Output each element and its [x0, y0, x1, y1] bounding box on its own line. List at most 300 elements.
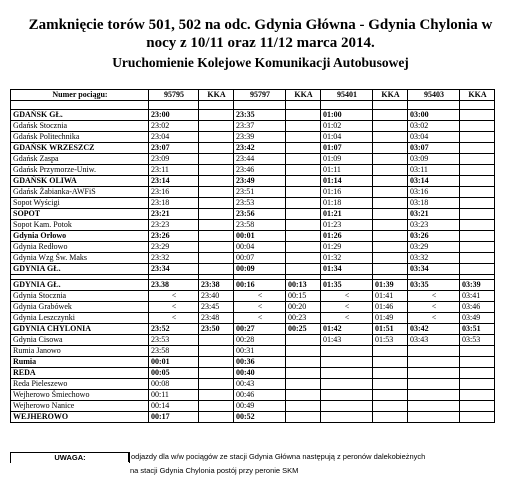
time-cell [199, 110, 234, 121]
time-cell [199, 412, 234, 423]
station-name: WEJHEROWO [11, 412, 149, 423]
time-cell [373, 143, 408, 154]
time-cell: < [149, 291, 199, 302]
time-cell [460, 368, 495, 379]
time-cell [460, 101, 495, 110]
time-cell: 00:46 [234, 390, 286, 401]
time-cell: 23:44 [234, 154, 286, 165]
time-cell: 00:49 [234, 401, 286, 412]
time-cell: 01:34 [321, 264, 373, 275]
time-cell: 01:46 [373, 302, 408, 313]
time-cell: 01:14 [321, 176, 373, 187]
header-train-number: 95401 [321, 90, 373, 101]
station-row [11, 110, 495, 121]
time-cell [321, 401, 373, 412]
time-cell [408, 346, 460, 357]
time-cell [286, 132, 321, 143]
time-cell: 00:13 [286, 280, 321, 291]
station-row [11, 132, 495, 143]
time-cell [286, 242, 321, 253]
time-cell [460, 143, 495, 154]
time-cell: 01:41 [373, 291, 408, 302]
time-cell: 23:34 [149, 264, 199, 275]
time-cell [460, 154, 495, 165]
time-cell: 23:26 [149, 231, 199, 242]
station-row [11, 368, 495, 379]
time-cell: < [149, 313, 199, 324]
time-cell [286, 412, 321, 423]
station-name: GDAŃSK OLIWA [11, 176, 149, 187]
time-cell [199, 231, 234, 242]
station-row [11, 335, 495, 346]
time-cell [321, 390, 373, 401]
time-cell: 00:05 [149, 368, 199, 379]
station-name: Sopot Wyścigi [11, 198, 149, 209]
time-cell [199, 379, 234, 390]
time-cell: 01:02 [321, 121, 373, 132]
time-cell [286, 165, 321, 176]
station-row [11, 302, 495, 313]
time-cell: < [408, 302, 460, 313]
time-cell [460, 110, 495, 121]
time-cell: 03:51 [460, 324, 495, 335]
time-cell: 23:53 [149, 335, 199, 346]
header-kka: KKA [199, 90, 234, 101]
time-cell [199, 264, 234, 275]
time-cell: 00:31 [234, 346, 286, 357]
time-cell [199, 176, 234, 187]
header-kka: KKA [373, 90, 408, 101]
time-cell: 03:07 [408, 143, 460, 154]
timetable [10, 89, 495, 423]
time-cell [460, 401, 495, 412]
time-cell [373, 220, 408, 231]
time-cell: 01:26 [321, 231, 373, 242]
time-cell: 23:50 [199, 324, 234, 335]
time-cell [460, 176, 495, 187]
time-cell: 00:08 [149, 379, 199, 390]
time-cell [373, 390, 408, 401]
time-cell: 23:14 [149, 176, 199, 187]
station-name: GDYNIA GŁ. [11, 280, 149, 291]
station-name: GDAŃSK WRZESZCZ [11, 143, 149, 154]
time-cell: 01:00 [321, 110, 373, 121]
time-cell [199, 242, 234, 253]
time-cell: 03:16 [408, 187, 460, 198]
station-name [11, 101, 149, 110]
time-cell [408, 412, 460, 423]
time-cell: < [149, 302, 199, 313]
time-cell [286, 220, 321, 231]
station-row [11, 346, 495, 357]
station-name: Wejherowo Nanice [11, 401, 149, 412]
station-name: Gdańsk Przymorze-Uniw. [11, 165, 149, 176]
time-cell: 01:21 [321, 209, 373, 220]
time-cell [199, 368, 234, 379]
time-cell: 03:34 [408, 264, 460, 275]
station-row [11, 187, 495, 198]
time-cell [286, 176, 321, 187]
station-row [11, 390, 495, 401]
station-row [11, 379, 495, 390]
time-cell: 23:38 [199, 280, 234, 291]
station-name: Gdynia Redłowo [11, 242, 149, 253]
time-cell: 23:37 [234, 121, 286, 132]
time-cell [286, 264, 321, 275]
station-row [11, 242, 495, 253]
time-cell: 00:04 [234, 242, 286, 253]
time-cell: 23:39 [234, 132, 286, 143]
station-name: Rumia Janowo [11, 346, 149, 357]
time-cell [286, 253, 321, 264]
time-cell: 00:52 [234, 412, 286, 423]
time-cell [408, 368, 460, 379]
time-cell: < [321, 302, 373, 313]
time-cell [373, 357, 408, 368]
time-cell: 00:36 [234, 357, 286, 368]
time-cell: 00:43 [234, 379, 286, 390]
time-cell [286, 121, 321, 132]
time-cell [199, 346, 234, 357]
station-name: Sopot Kam. Potok [11, 220, 149, 231]
time-cell: 00:20 [286, 302, 321, 313]
time-cell: 00:40 [234, 368, 286, 379]
time-cell: 23:29 [149, 242, 199, 253]
time-cell: 03:14 [408, 176, 460, 187]
time-cell: 01:51 [373, 324, 408, 335]
station-row [11, 176, 495, 187]
time-cell [373, 253, 408, 264]
station-name: GDYNIA GŁ. [11, 264, 149, 275]
time-cell: 01:07 [321, 143, 373, 154]
header-kka: KKA [460, 90, 495, 101]
time-cell [373, 401, 408, 412]
time-cell: < [321, 313, 373, 324]
time-cell [373, 187, 408, 198]
time-cell: 00:16 [234, 280, 286, 291]
time-cell [321, 368, 373, 379]
station-name: GDYNIA CHYLONIA [11, 324, 149, 335]
time-cell: 23:48 [199, 313, 234, 324]
station-name: Gdańsk Stocznia [11, 121, 149, 132]
station-row [11, 198, 495, 209]
header-train-number: 95797 [234, 90, 286, 101]
time-cell: 01:09 [321, 154, 373, 165]
station-name: Reda Pieleszewo [11, 379, 149, 390]
time-cell [149, 101, 199, 110]
time-cell: 03:32 [408, 253, 460, 264]
header-train-number-label: Numer pociągu: [11, 90, 149, 101]
time-cell [199, 209, 234, 220]
station-row [11, 220, 495, 231]
time-cell: 23:21 [149, 209, 199, 220]
time-cell: 23:23 [149, 220, 199, 231]
time-cell: < [321, 291, 373, 302]
time-cell [286, 368, 321, 379]
station-name: Wejherowo Śmiechowo [11, 390, 149, 401]
time-cell [460, 121, 495, 132]
time-cell: 23:58 [149, 346, 199, 357]
time-cell: 01:29 [321, 242, 373, 253]
time-cell: < [408, 291, 460, 302]
time-cell: 03:46 [460, 302, 495, 313]
time-cell: 23:32 [149, 253, 199, 264]
time-cell: < [234, 302, 286, 313]
time-cell [286, 231, 321, 242]
time-cell [199, 401, 234, 412]
time-cell [286, 154, 321, 165]
station-name: Gdynia Leszczynki [11, 313, 149, 324]
time-cell [286, 401, 321, 412]
time-cell [373, 165, 408, 176]
station-name: Gdańsk Żabianka-AWFiS [11, 187, 149, 198]
time-cell: 00:14 [149, 401, 199, 412]
time-cell [373, 110, 408, 121]
station-name: Gdynia Cisowa [11, 335, 149, 346]
time-cell: 03:42 [408, 324, 460, 335]
time-cell: 23:35 [234, 110, 286, 121]
time-cell [234, 101, 286, 110]
time-cell: 23:58 [234, 220, 286, 231]
time-cell [460, 242, 495, 253]
time-cell [460, 346, 495, 357]
time-cell [460, 209, 495, 220]
time-cell: 23:56 [234, 209, 286, 220]
time-cell [373, 231, 408, 242]
time-cell: 03:29 [408, 242, 460, 253]
time-cell: 23:46 [234, 165, 286, 176]
time-cell [460, 231, 495, 242]
time-cell [286, 101, 321, 110]
time-cell [321, 346, 373, 357]
time-cell [373, 121, 408, 132]
station-name: Gdynia Stocznia [11, 291, 149, 302]
time-cell: 00:28 [234, 335, 286, 346]
notes-label: UWAGA: [10, 452, 130, 463]
station-row [11, 357, 495, 368]
time-cell [199, 335, 234, 346]
station-name: GDAŃSK GŁ. [11, 110, 149, 121]
time-cell [373, 242, 408, 253]
time-cell [321, 379, 373, 390]
station-name: Gdynia Wzg Św. Maks [11, 253, 149, 264]
time-cell [286, 346, 321, 357]
time-cell: 00:15 [286, 291, 321, 302]
time-cell [460, 187, 495, 198]
time-cell: 03:26 [408, 231, 460, 242]
time-cell: 01:32 [321, 253, 373, 264]
time-cell: 03:02 [408, 121, 460, 132]
time-cell [286, 110, 321, 121]
time-cell [460, 379, 495, 390]
time-cell [460, 198, 495, 209]
time-cell: 23:09 [149, 154, 199, 165]
time-cell: 23:00 [149, 110, 199, 121]
time-cell: 03:11 [408, 165, 460, 176]
time-cell: 00:11 [149, 390, 199, 401]
station-row [11, 313, 495, 324]
time-cell: 23:53 [234, 198, 286, 209]
time-cell: < [234, 291, 286, 302]
station-row [11, 209, 495, 220]
time-cell: 03:04 [408, 132, 460, 143]
title-line-1: Zamknięcie torów 501, 502 na odc. Gdynia Główna - Gdynia Chylonia w [28, 17, 493, 33]
spacer-row [11, 101, 495, 110]
time-cell [199, 187, 234, 198]
time-cell [373, 154, 408, 165]
station-name: REDA [11, 368, 149, 379]
time-cell [286, 357, 321, 368]
time-cell [460, 132, 495, 143]
station-row [11, 291, 495, 302]
time-cell: 23:52 [149, 324, 199, 335]
time-cell: 00:01 [234, 231, 286, 242]
time-cell: 23:04 [149, 132, 199, 143]
time-cell: 00:09 [234, 264, 286, 275]
time-cell: 23:42 [234, 143, 286, 154]
station-row [11, 154, 495, 165]
time-cell: 01:04 [321, 132, 373, 143]
time-cell [460, 357, 495, 368]
time-cell [373, 368, 408, 379]
time-cell: 00:07 [234, 253, 286, 264]
station-row [11, 401, 495, 412]
header-train-number: 95795 [149, 90, 199, 101]
time-cell [408, 390, 460, 401]
time-cell: 03:39 [460, 280, 495, 291]
time-cell: 23:16 [149, 187, 199, 198]
time-cell: 23:49 [234, 176, 286, 187]
time-cell: 00:01 [149, 357, 199, 368]
station-row [11, 412, 495, 423]
time-cell: 03:41 [460, 291, 495, 302]
time-cell: 01:11 [321, 165, 373, 176]
time-cell: 01:53 [373, 335, 408, 346]
time-cell [199, 143, 234, 154]
header-kka: KKA [286, 90, 321, 101]
header-train-number: 95403 [408, 90, 460, 101]
time-cell: 23:11 [149, 165, 199, 176]
time-cell: 01:16 [321, 187, 373, 198]
time-cell: 03:18 [408, 198, 460, 209]
time-cell [373, 346, 408, 357]
time-cell [199, 121, 234, 132]
time-cell [460, 220, 495, 231]
time-cell [286, 379, 321, 390]
time-cell [373, 176, 408, 187]
time-cell: 00:27 [234, 324, 286, 335]
time-cell: 00:17 [149, 412, 199, 423]
time-cell: 00:25 [286, 324, 321, 335]
time-cell [199, 101, 234, 110]
time-cell [373, 101, 408, 110]
time-cell: 03:09 [408, 154, 460, 165]
time-cell: < [408, 313, 460, 324]
time-cell [286, 390, 321, 401]
time-cell [286, 335, 321, 346]
time-cell [321, 412, 373, 423]
header-row [11, 90, 495, 101]
time-cell [408, 379, 460, 390]
station-name: Gdańsk Zaspa [11, 154, 149, 165]
time-cell: 01:23 [321, 220, 373, 231]
time-cell: 00:23 [286, 313, 321, 324]
station-name: Rumia [11, 357, 149, 368]
station-name: Gdynia Grabówek [11, 302, 149, 313]
time-cell: 23:40 [199, 291, 234, 302]
title-line-2: nocy z 10/11 oraz 11/12 marca 2014. [146, 35, 375, 51]
time-cell: 01:43 [321, 335, 373, 346]
time-cell [199, 220, 234, 231]
time-cell: 03:49 [460, 313, 495, 324]
time-cell [460, 253, 495, 264]
time-cell [199, 390, 234, 401]
time-cell: 01:18 [321, 198, 373, 209]
time-cell [373, 264, 408, 275]
time-cell [373, 379, 408, 390]
time-cell [199, 253, 234, 264]
time-cell: 03:21 [408, 209, 460, 220]
time-cell: 03:43 [408, 335, 460, 346]
station-name: Gdynia Orłowo [11, 231, 149, 242]
time-cell [408, 357, 460, 368]
station-row [11, 280, 495, 291]
time-cell: 23:51 [234, 187, 286, 198]
time-cell [286, 143, 321, 154]
station-row [11, 253, 495, 264]
time-cell: 23:18 [149, 198, 199, 209]
time-cell: 03:00 [408, 110, 460, 121]
time-cell [460, 412, 495, 423]
title-line-3: Uruchomienie Kolejowe Komunikacji Autobusowej [112, 55, 409, 70]
time-cell [199, 132, 234, 143]
time-cell [408, 401, 460, 412]
time-cell [460, 264, 495, 275]
time-cell [321, 357, 373, 368]
time-cell [408, 101, 460, 110]
time-cell [199, 198, 234, 209]
time-cell [373, 198, 408, 209]
notes-line-1: odjazdy dla w/w pociągów ze stacji Gdynia Główna następują z peronów dalekobieżnych [128, 452, 521, 462]
time-cell: < [234, 313, 286, 324]
time-cell: 03:35 [408, 280, 460, 291]
station-row [11, 121, 495, 132]
station-row [11, 231, 495, 242]
time-cell: 23:02 [149, 121, 199, 132]
time-cell: 01:35 [321, 280, 373, 291]
station-row [11, 264, 495, 275]
time-cell: 03:53 [460, 335, 495, 346]
time-cell [286, 187, 321, 198]
station-row [11, 143, 495, 154]
time-cell: 03:23 [408, 220, 460, 231]
time-cell: 23.38 [149, 280, 199, 291]
station-row [11, 324, 495, 335]
time-cell [373, 209, 408, 220]
time-cell [373, 132, 408, 143]
station-name: Gdańsk Politechnika [11, 132, 149, 143]
time-cell: 23:07 [149, 143, 199, 154]
document-title [0, 16, 521, 72]
time-cell: 01:42 [321, 324, 373, 335]
station-name: SOPOT [11, 209, 149, 220]
time-cell: 23:45 [199, 302, 234, 313]
time-cell [460, 390, 495, 401]
station-row [11, 165, 495, 176]
time-cell: 01:39 [373, 280, 408, 291]
time-cell [199, 165, 234, 176]
notes-line-2: na stacji Gdynia Chylonia postój przy peronie SKM [130, 466, 299, 475]
